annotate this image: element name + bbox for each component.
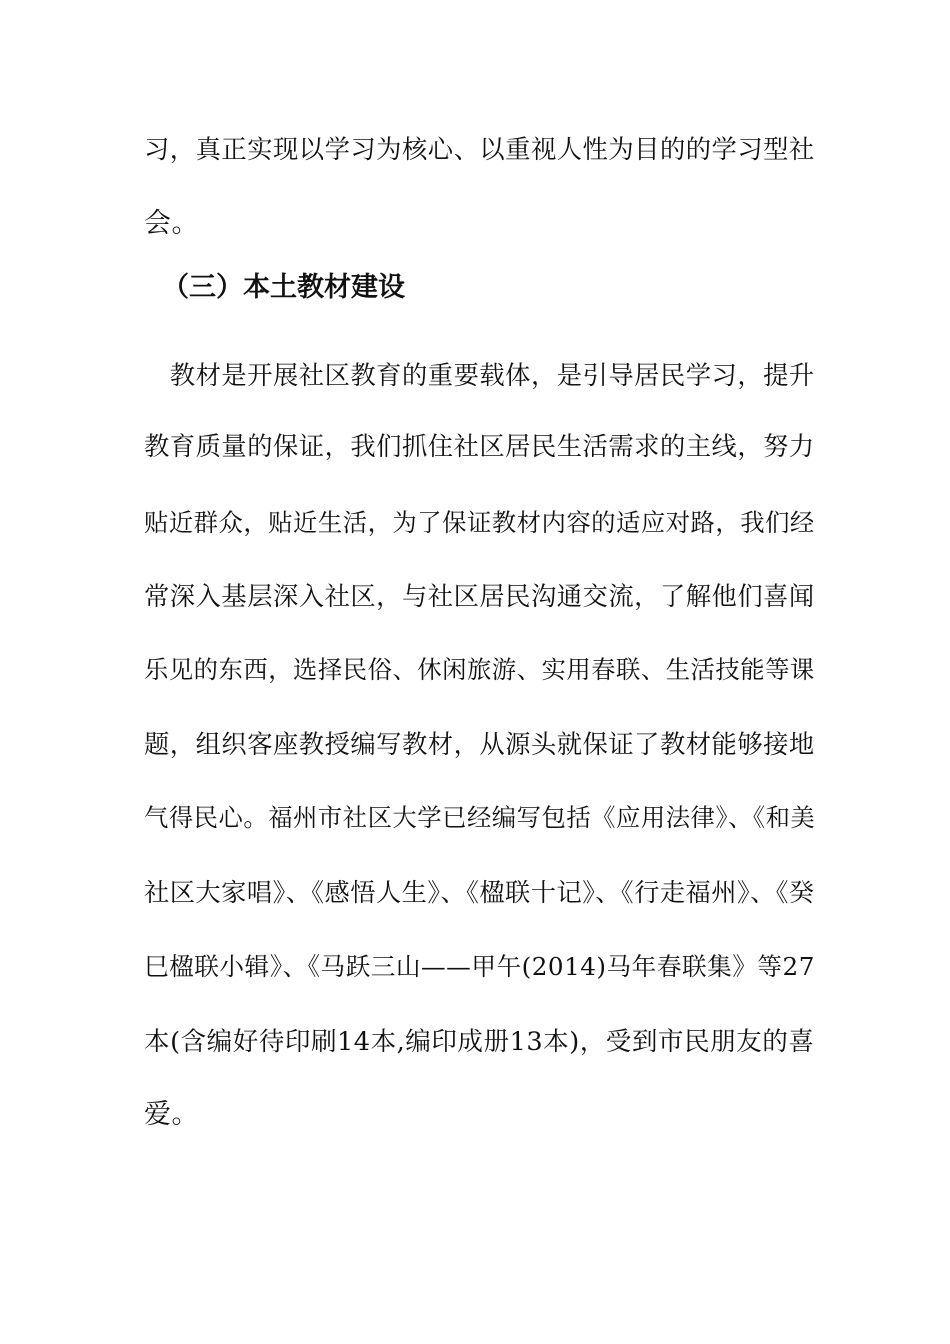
paragraph-line: 常深入基层深入社区，与社区居民沟通交流，了解他们喜闻 xyxy=(144,582,815,611)
paragraph-line: 题，组织客座教授编写教材，从源头就保证了教材能够接地 xyxy=(144,730,815,759)
paragraph-line: 爱。 xyxy=(144,1099,199,1130)
paragraph-line: 乐见的东西，选择民俗、休闲旅游、实用春联、生活技能等课 xyxy=(144,655,815,684)
paragraph-line: 教育质量的保证，我们抓住社区居民生活需求的主线，努力 xyxy=(144,432,815,461)
paragraph-line: 习，真正实现以学习为核心、以重视人性为目的的学习型社 xyxy=(144,135,815,164)
paragraph-line: 气得民心。福州市社区大学已经编写包括《应用法律》、《和美 xyxy=(144,803,816,832)
paragraph-line: 贴近群众，贴近生活，为了保证教材内容的适应对路，我们经 xyxy=(144,508,815,537)
paragraph-line: 本(含编好待印刷14本,编印成册13本)，受到市民朋友的喜 xyxy=(144,1027,815,1057)
paragraph-line: 社区大家唱》、《感悟人生》、《楹联十记》、《行走福州》、《癸 xyxy=(144,878,815,907)
paragraph-line: 会。 xyxy=(144,208,199,239)
paragraph-line: 巳楹联小辑》、《马跃三山——甲午(2014)马年春联集》等27 xyxy=(144,952,815,981)
paragraph-line: 教材是开展社区教育的重要载体，是引导居民学习，提升 xyxy=(144,361,815,390)
section-heading: （三）本土教材建设 xyxy=(162,272,405,303)
